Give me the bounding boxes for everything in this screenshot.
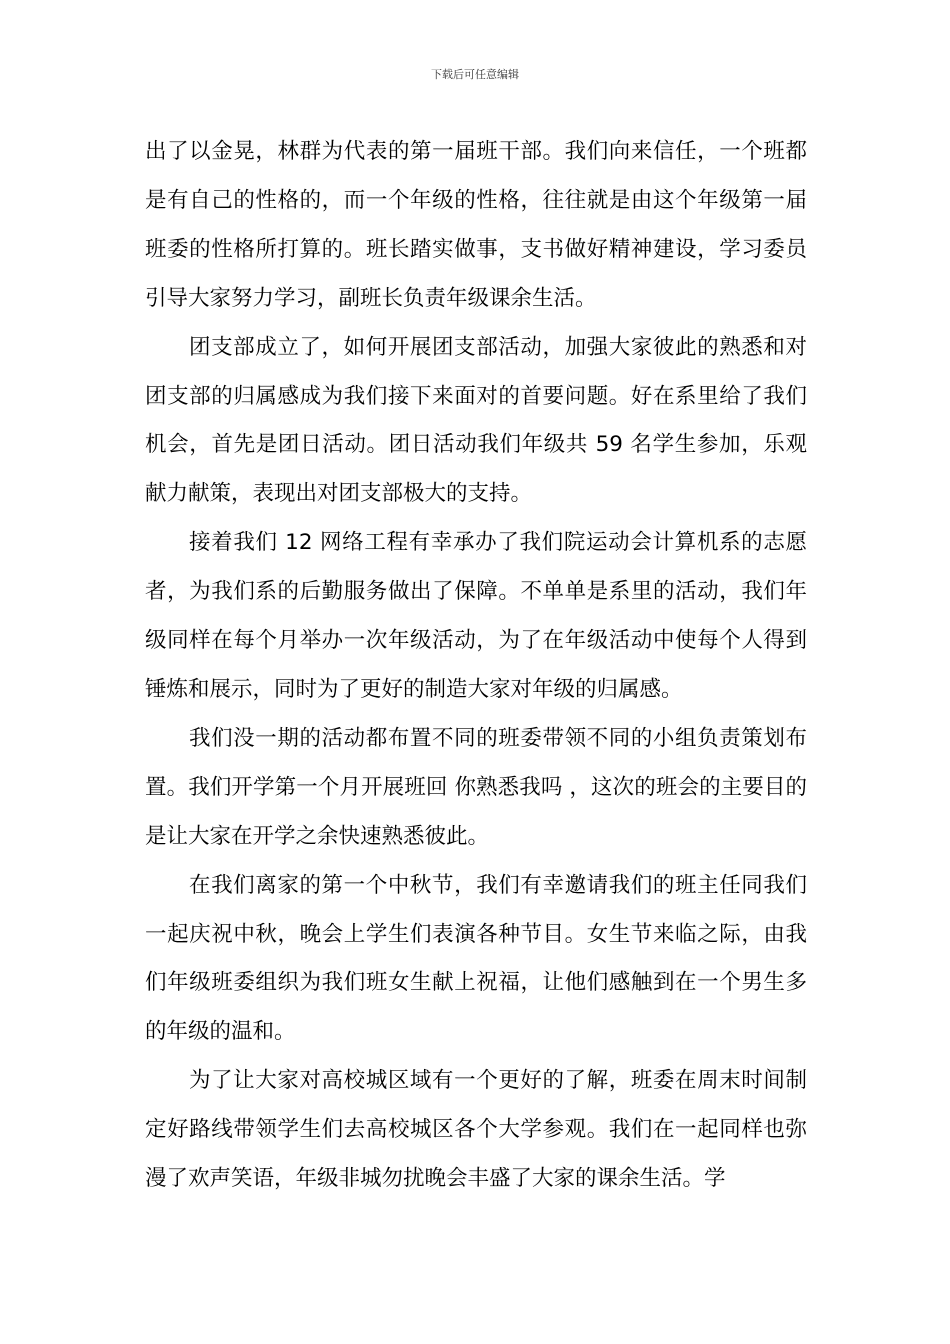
document-body [145,128,807,1204]
paragraph-1: 出了以金晃，林群为代表的第一届班干部。我们向来信任，一个班都是有自己的性格的，而一个年级的性格，往往就是由这个年级第一届班委的性格所打算的。班长踏实做事，支书做好精神建设，学习委员引导大家努力学习，副班长负责年级课余生活。 [145,139,807,311]
paragraph-4: 我们没一期的活动都布置不同的班委带领不同的小组负责策划布置。我们开学第一个月开展班回 你熟悉我吗 ，这次的班会的主要目的是让大家在开学之余快速熟悉彼此。 [145,725,807,849]
paragraph-3: 接着我们 12 网络工程有幸承办了我们院运动会计算机系的志愿者，为我们系的后勤服务做出了保障。不单单是系里的活动，我们年级同样在每个月举办一次年级活动，为了在年级活动中使每个人得到锤炼和展示，同时为了更好的制造大家对年级的归属感。 [145,530,807,702]
page-header: 下载后可任意编辑 [431,68,519,81]
paragraph-6: 为了让大家对高校城区域有一个更好的了解，班委在周末时间制定好路线带领学生们去高校城区各个大学参观。我们在一起同样也弥漫了欢声笑语，年级非城勿扰晚会丰盛了大家的课余生活。学 [145,1068,807,1192]
paragraph-2: 团支部成立了，如何开展团支部活动，加强大家彼此的熟悉和对团支部的归属感成为我们接下来面对的首要问题。好在系里给了我们机会，首先是团日活动。团日活动我们年级共 59 名学生参加，乐观献力献策，表现出对团支部极大的支持。 [145,334,807,507]
paragraph-5: 在我们离家的第一个中秋节，我们有幸邀请我们的班主任同我们一起庆祝中秋，晚会上学生们表演各种节目。女生节来临之际，由我们年级班委组织为我们班女生献上祝福，让他们感触到在一个男生多的年级的温和。 [145,872,807,1045]
